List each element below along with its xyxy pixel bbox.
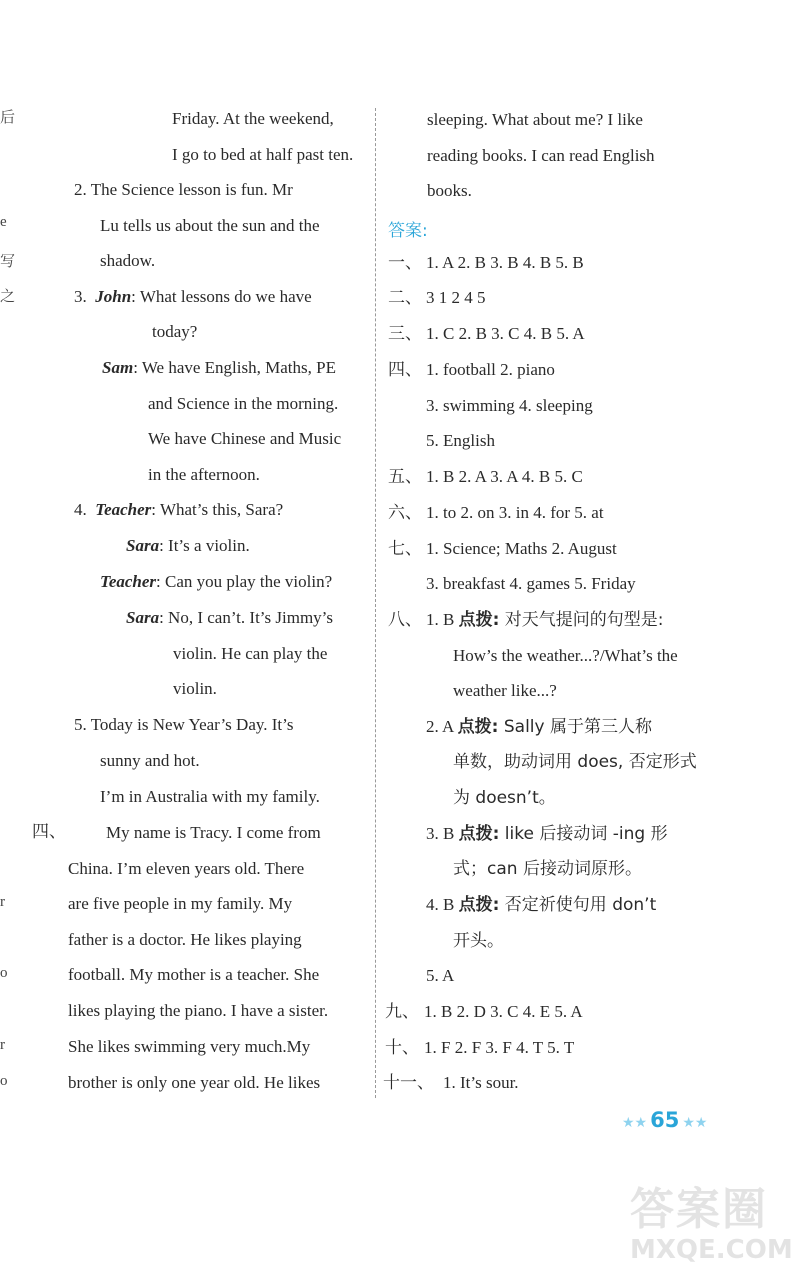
answer-choice: 1. B [426, 610, 459, 629]
answer-line: 1. A 2. B 3. B 4. B 5. B [426, 253, 584, 272]
text-line: books. [427, 181, 472, 200]
tip-label: 点拨: [458, 610, 500, 630]
dialogue-line [74, 500, 283, 520]
answer-section-number: 七、 [388, 539, 422, 559]
answer-choice: 3. B [426, 824, 459, 843]
answer-section-number: 八、 [388, 610, 422, 630]
speaker-name: Sara [126, 608, 160, 627]
tip-text: 否定祈使句用 don’t [499, 895, 657, 915]
answer-line: 1. football 2. piano [426, 360, 555, 379]
edge-char: r [0, 1037, 5, 1053]
answer-line [426, 717, 652, 737]
speaker-name: Teacher [95, 500, 152, 519]
passage-line: brother is only one year old. He likes [68, 1073, 321, 1092]
passage-line: father is a doctor. He likes playing [68, 930, 302, 949]
answer-line: 1. F 2. F 3. F 4. T 5. T [424, 1038, 575, 1057]
edge-char: 之 [0, 287, 16, 305]
answer-line: 5. English [426, 431, 495, 450]
speech: : It’s a violin. [159, 536, 250, 555]
answer-section-number: 四、 [388, 360, 422, 380]
tip-label: 点拨: [457, 717, 499, 737]
speaker-name: Sara [126, 536, 160, 555]
text-line: Friday. At the weekend, [172, 109, 334, 128]
edge-char: 写 [0, 252, 16, 270]
answer-line [426, 824, 668, 844]
text-line: sunny and hot. [100, 751, 200, 770]
edge-char: o [0, 965, 8, 981]
answers-title: 答案: [388, 221, 428, 241]
edge-char: 后 [0, 108, 16, 126]
item-number: 4. [74, 500, 87, 519]
text-line: sleeping. What about me? I like [427, 110, 643, 129]
tip-text: weather like...? [453, 681, 557, 700]
text-line: shadow. [100, 251, 156, 270]
tip-text: like 后接动词 -ing 形 [499, 824, 668, 844]
answer-line: 1. B 2. A 3. A 4. B 5. C [426, 467, 583, 486]
answer-line: 1. B 2. D 3. C 4. E 5. A [424, 1002, 583, 1021]
answer-section-number: 六、 [388, 503, 422, 523]
text-line: I’m in Australia with my family. [100, 787, 320, 806]
section-heading: 四、 [32, 822, 66, 842]
answer-line [426, 610, 664, 630]
dialogue-line [126, 608, 333, 628]
dialogue-line [74, 287, 312, 307]
tip-text: 为 doesn’t。 [453, 788, 556, 808]
answer-section-number: 三、 [388, 324, 422, 344]
answer-line: 3 1 2 4 5 [426, 288, 486, 307]
passage-line: My name is Tracy. I come from [106, 823, 321, 842]
dialogue-line [102, 358, 336, 378]
text-line: in the afternoon. [148, 465, 260, 484]
page-number [622, 1108, 707, 1132]
dialogue-line [100, 572, 332, 592]
tip-text: 单数，助动词用 does, 否定形式 [453, 752, 697, 772]
tip-text: Sally 属于第三人称 [498, 717, 652, 737]
answer-line: 3. swimming 4. sleeping [426, 396, 593, 415]
speaker-name: Teacher [100, 572, 157, 591]
passage-line: likes playing the piano. I have a sister. [68, 1001, 329, 1020]
speaker-name: John [95, 287, 132, 306]
speech: : What lessons do we have [131, 287, 312, 306]
star-icon: ★★ [682, 1115, 708, 1131]
passage-line: She likes swimming very much.My [68, 1037, 311, 1056]
text-line: reading books. I can read English [427, 146, 655, 165]
text-line: violin. He can play the [173, 644, 328, 663]
edge-char: e [0, 214, 7, 230]
dialogue-line [126, 536, 250, 556]
answer-section-number: 九、 [385, 1002, 419, 1022]
answer-section-number: 五、 [388, 467, 422, 487]
watermark-url: MXQE.COM [630, 1235, 793, 1265]
star-icon: ★★ [622, 1115, 648, 1131]
tip-text: 开头。 [453, 931, 504, 951]
speech: : No, I can’t. It’s Jimmy’s [159, 608, 334, 627]
page-number-value: 65 [650, 1108, 680, 1132]
tip-label: 点拨: [458, 895, 500, 915]
answer-line: 3. breakfast 4. games 5. Friday [426, 574, 636, 593]
answer-line: 1. to 2. on 3. in 4. for 5. at [426, 503, 604, 522]
answer-section-number: 十、 [385, 1038, 419, 1058]
text-line: and Science in the morning. [148, 394, 339, 413]
text-line: violin. [173, 679, 217, 698]
text-line: 5. Today is New Year’s Day. It’s [74, 715, 294, 734]
answer-line: 1. It’s sour. [443, 1073, 519, 1092]
answer-line: 1. Science; Maths 2. August [426, 539, 617, 558]
text-line: I go to bed at half past ten. [172, 145, 354, 164]
watermark-text: 答案圈 [630, 1184, 768, 1235]
speech: : What’s this, Sara? [151, 500, 284, 519]
text-line: today? [152, 322, 198, 341]
text-line: We have Chinese and Music [148, 429, 342, 448]
text-line: 2. The Science lesson is fun. Mr [74, 180, 293, 199]
speech: : We have English, Maths, PE [133, 358, 336, 377]
answer-line [426, 895, 656, 915]
answer-line: 5. A [426, 966, 455, 985]
passage-line: China. I’m eleven years old. There [68, 859, 305, 878]
watermark-logo [630, 1185, 795, 1275]
speech: : Can you play the violin? [156, 572, 333, 591]
answer-line: 1. C 2. B 3. C 4. B 5. A [426, 324, 585, 343]
answer-section-number: 一、 [388, 253, 422, 273]
tip-text: 对天气提问的句型是: [499, 610, 664, 630]
answer-choice: 4. B [426, 895, 459, 914]
answer-section-number: 二、 [388, 288, 422, 308]
speaker-name: Sam [102, 358, 134, 377]
column-divider [375, 108, 376, 1098]
tip-text: How’s the weather...?/What’s the [453, 646, 678, 665]
edge-char: r [0, 894, 5, 910]
tip-text: 式；can 后接动词原形。 [453, 859, 642, 879]
answer-section-number: 十一、 [383, 1073, 434, 1093]
text-line: Lu tells us about the sun and the [100, 216, 320, 235]
tip-label: 点拨: [458, 824, 500, 844]
passage-line: are five people in my family. My [68, 894, 293, 913]
edge-char: o [0, 1073, 8, 1089]
passage-line: football. My mother is a teacher. She [68, 965, 320, 984]
answer-choice: 2. A [426, 717, 458, 736]
item-number: 3. [74, 287, 87, 306]
